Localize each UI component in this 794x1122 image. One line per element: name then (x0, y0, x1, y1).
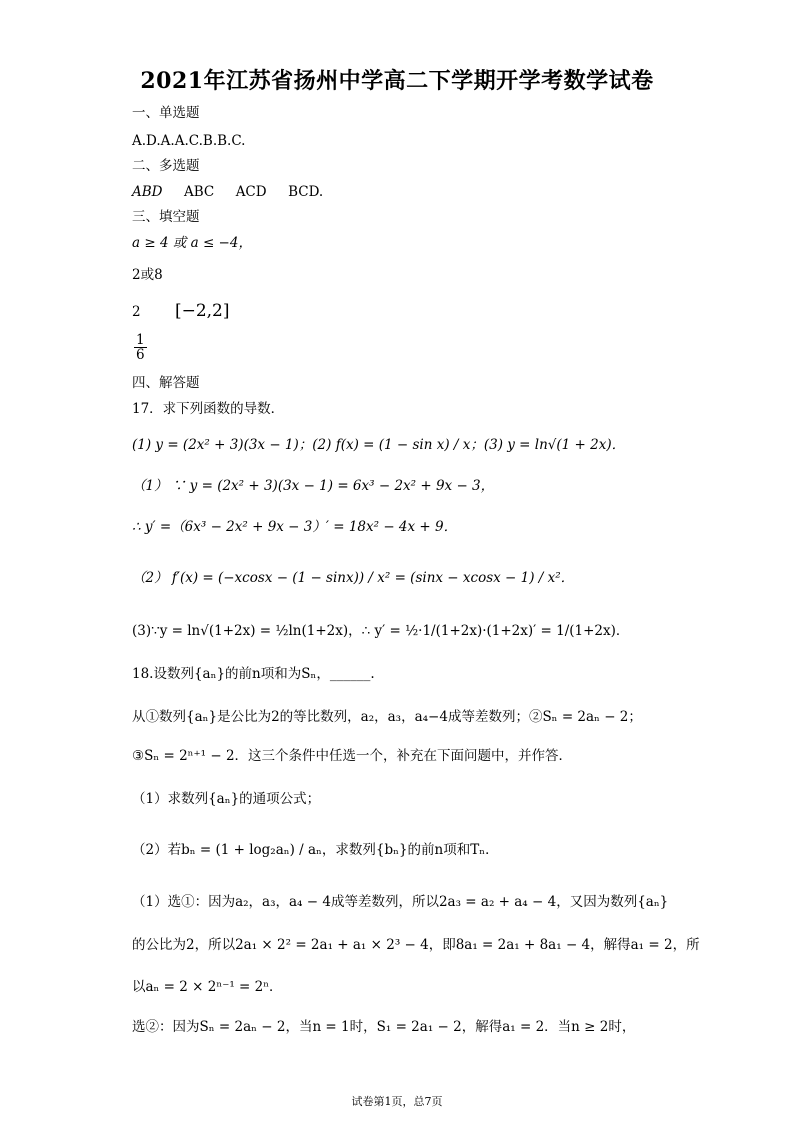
page-title: 2021年江苏省扬州中学高二下学期开学考数学试卷 (140, 68, 654, 94)
q17-solution-1a: （1） ∵ y = (2x² + 3)(3x − 1) = 6x³ − 2x² + 9x − 3， (132, 478, 495, 494)
section-solve: 四、解答题 (132, 375, 200, 391)
q18-conditions-a: 从①数列{aₙ}是公比为2的等比数列，a₂，a₃，a₄−4成等差数列；②Sₙ = 2aₙ − 2； (132, 709, 642, 725)
q17-solution-3: (3)∵y = ln√(1+2x) = ½ln(1+2x)，∴ y′ = ½·1/(1+2x)·(1+2x)′ = 1/(1+2x)． (132, 623, 630, 639)
fill-answer-3a: 2 (132, 304, 141, 320)
q18-solution-c: 以aₙ = 2 × 2ⁿ⁻¹ = 2ⁿ． (132, 979, 283, 995)
q17-solution-1b: ∴ y′ =（6x³ − 2x² + 9x − 3）′ = 18x² − 4x + 9． (132, 519, 458, 535)
q17-solution-2: （2） f′(x) = (−xcosx − (1 − sinx)) / x² = (sinx − xcosx − 1) / x²． (132, 570, 575, 586)
fill-answer-4-numerator: 1 (136, 332, 145, 348)
page-footer: 试卷第1页，总7页 (351, 1095, 443, 1108)
fill-answer-3 (132, 302, 229, 321)
multi-answer-4: BCD. (288, 184, 324, 200)
multi-answer-3: ACD (235, 184, 267, 200)
section-single-choice: 一、单选题 (132, 105, 200, 121)
multi-answer-1: ABD (132, 184, 163, 200)
multi-choice-answers (132, 183, 323, 201)
q18-prompt: 18.设数列{aₙ}的前n项和为Sₙ，______. (132, 666, 375, 682)
q17-parts: (1) y = (2x² + 3)(3x − 1)；(2) f(x) = (1 − sin x) / x；(3) y = ln√(1 + 2x)． (132, 437, 626, 453)
fill-answer-2: 2或8 (132, 267, 163, 283)
q18-part-1: （1）求数列{aₙ}的通项公式； (132, 791, 321, 807)
q18-solution-a: （1）选①：因为a₂，a₃，a₄ − 4成等差数列，所以2a₃ = a₂ + a₄ − 4，又因为数列{aₙ} (132, 894, 669, 910)
fill-answer-4 (132, 333, 149, 362)
q17-prompt: 17．求下列函数的导数． (132, 401, 285, 417)
q18-part-2: （2）若bₙ = (1 + log₂aₙ) / aₙ，求数列{bₙ}的前n项和Tₙ． (132, 842, 499, 858)
fill-answer-1: a ≥ 4 或 a ≤ −4， (132, 235, 252, 251)
fill-answer-3b: [−2,2] (174, 301, 230, 321)
q18-solution-d: 选②：因为Sₙ = 2aₙ − 2，当n = 1时，S₁ = 2a₁ − 2，解得a₁ = 2．当n ≥ 2时， (132, 1019, 636, 1035)
q18-conditions-b: ③Sₙ = 2ⁿ⁺¹ − 2．这三个条件中任选一个，补充在下面问题中，并作答． (132, 748, 573, 764)
q18-solution-b: 的公比为2，所以2a₁ × 2² = 2a₁ + a₁ × 2³ − 4，即8a₁ = 2a₁ + 8a₁ − 4，解得a₁ = 2，所 (132, 937, 700, 953)
multi-answer-2: ABC (183, 184, 215, 200)
single-choice-answers: A.D.A.A.C.B.B.C. (132, 133, 246, 149)
fill-answer-4-denominator: 6 (136, 347, 145, 364)
section-multi-choice: 二、多选题 (132, 158, 200, 174)
section-fill-blank: 三、填空题 (132, 209, 200, 225)
